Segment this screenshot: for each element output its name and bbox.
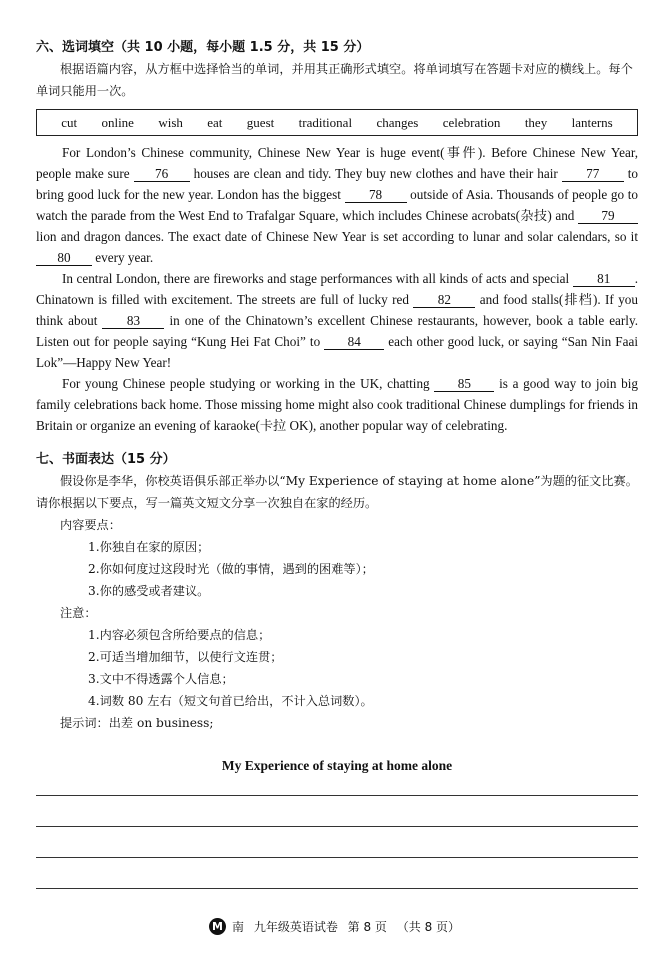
word-bank-item: changes <box>376 114 419 130</box>
note-item: 2.可适当增加细节，以使行文连贯； <box>88 650 283 664</box>
writing-line[interactable] <box>36 826 638 827</box>
content-point: 1.你独自在家的原因； <box>88 540 210 554</box>
footer-page-number: 第 8 页 <box>347 920 387 934</box>
word-bank-item: lanterns <box>571 114 613 130</box>
blank-79[interactable]: 79 <box>578 208 638 224</box>
word-bank-item: guest <box>246 114 275 130</box>
word-bank-item: celebration <box>442 114 501 130</box>
school-logo-icon: M <box>209 918 226 935</box>
blank-78[interactable]: 78 <box>345 187 407 203</box>
writing-line[interactable] <box>36 857 638 858</box>
word-bank-item: wish <box>158 114 183 130</box>
word-bank-item: eat <box>207 114 223 130</box>
content-point: 2.你如何度过这段时光（做的事情，遇到的困难等）； <box>88 562 374 576</box>
section6-title: 六、选词填空（共 10 小题，每小题 1.5 分，共 15 分） <box>36 40 370 55</box>
blank-83[interactable]: 83 <box>102 313 164 329</box>
word-bank-item: they <box>524 114 548 130</box>
writing-line[interactable] <box>36 795 638 796</box>
blank-82[interactable]: 82 <box>413 292 475 308</box>
points-label: 内容要点： <box>60 518 121 532</box>
passage-paragraph-2: In central London, there are fireworks and stage performances with all kinds of acts and special 81 . Chinatown is filled with excitement. The streets are full of lucky red 82 and food stalls(排档). If you think about 83 in one of the Chinatown’s excellent Chinese restaurants, however, book a table early. Listen out for people saying “Kung Hei Fat Choi” to 84 each other good luck, or saying “San Nin Faai Lok”—Happy New Year! <box>36 271 638 370</box>
writing-line[interactable] <box>36 888 638 889</box>
notes-label: 注意： <box>60 606 97 620</box>
blank-85[interactable]: 85 <box>434 376 494 392</box>
word-bank <box>36 109 638 136</box>
note-item: 4.词数 80 左右（短文句首已给出，不计入总词数）。 <box>88 694 373 708</box>
footer-total-pages: （共 8 页） <box>396 920 461 934</box>
word-bank-item: traditional <box>298 114 353 130</box>
note-item: 1.内容必须包含所给要点的信息； <box>88 628 271 642</box>
hint-words: 提示词：出差 on business; <box>60 716 214 730</box>
footer-school: 南 <box>231 920 244 934</box>
footer-paper-title: 九年级英语试卷 <box>253 920 338 934</box>
blank-84[interactable]: 84 <box>324 334 384 350</box>
exam-page <box>36 38 638 889</box>
blank-81[interactable]: 81 <box>573 271 635 287</box>
passage-paragraph-3: For young Chinese people studying or working in the UK, chatting 85 is a good way to join big family celebrations back home. Those missing home might also cook traditional Chinese dumplings for friends in Britain or organize an evening of karaoke(卡拉 OK), another popular way of celebrating. <box>36 376 638 433</box>
section7-title: 七、书面表达（15 分） <box>36 452 176 467</box>
essay-title: My Experience of staying at home alone <box>221 758 453 773</box>
note-item: 3.文中不得透露个人信息； <box>88 672 234 686</box>
word-bank-item: online <box>101 114 134 130</box>
blank-76[interactable]: 76 <box>134 166 190 182</box>
section7-prompt: 假设你是李华，你校英语俱乐部正举办以“My Experience of staying at home alone”为题的征文比赛。请你根据以下要点，写一篇英文短文分享一次独自在家的经历。 <box>36 474 638 510</box>
word-bank-item: cut <box>61 114 78 130</box>
section6-instructions: 根据语篇内容，从方框中选择恰当的单词，并用其正确形式填空。将单词填写在答题卡对应的横线上。每个单词只能用一次。 <box>36 62 633 98</box>
page-footer <box>0 918 669 935</box>
blank-77[interactable]: 77 <box>562 166 624 182</box>
passage-paragraph-1: For London’s Chinese community, Chinese New Year is huge event(事件). Before Chinese New Year, people make sure 76 houses are clean and tidy. They buy new clothes and have their hair 77 to bring good luck for the new year. London has the biggest 78 outside of Asia. Thousands of people go to watch the parade from the West End to Trafalgar Square, which includes Chinese acrobats(杂技) and 79 lion and dragon dances. The exact date of Chinese New Year is set according to lunar and solar calendars, so it 80 every year. <box>36 145 638 265</box>
content-point: 3.你的感受或者建议。 <box>88 584 210 598</box>
blank-80[interactable]: 80 <box>36 250 92 266</box>
